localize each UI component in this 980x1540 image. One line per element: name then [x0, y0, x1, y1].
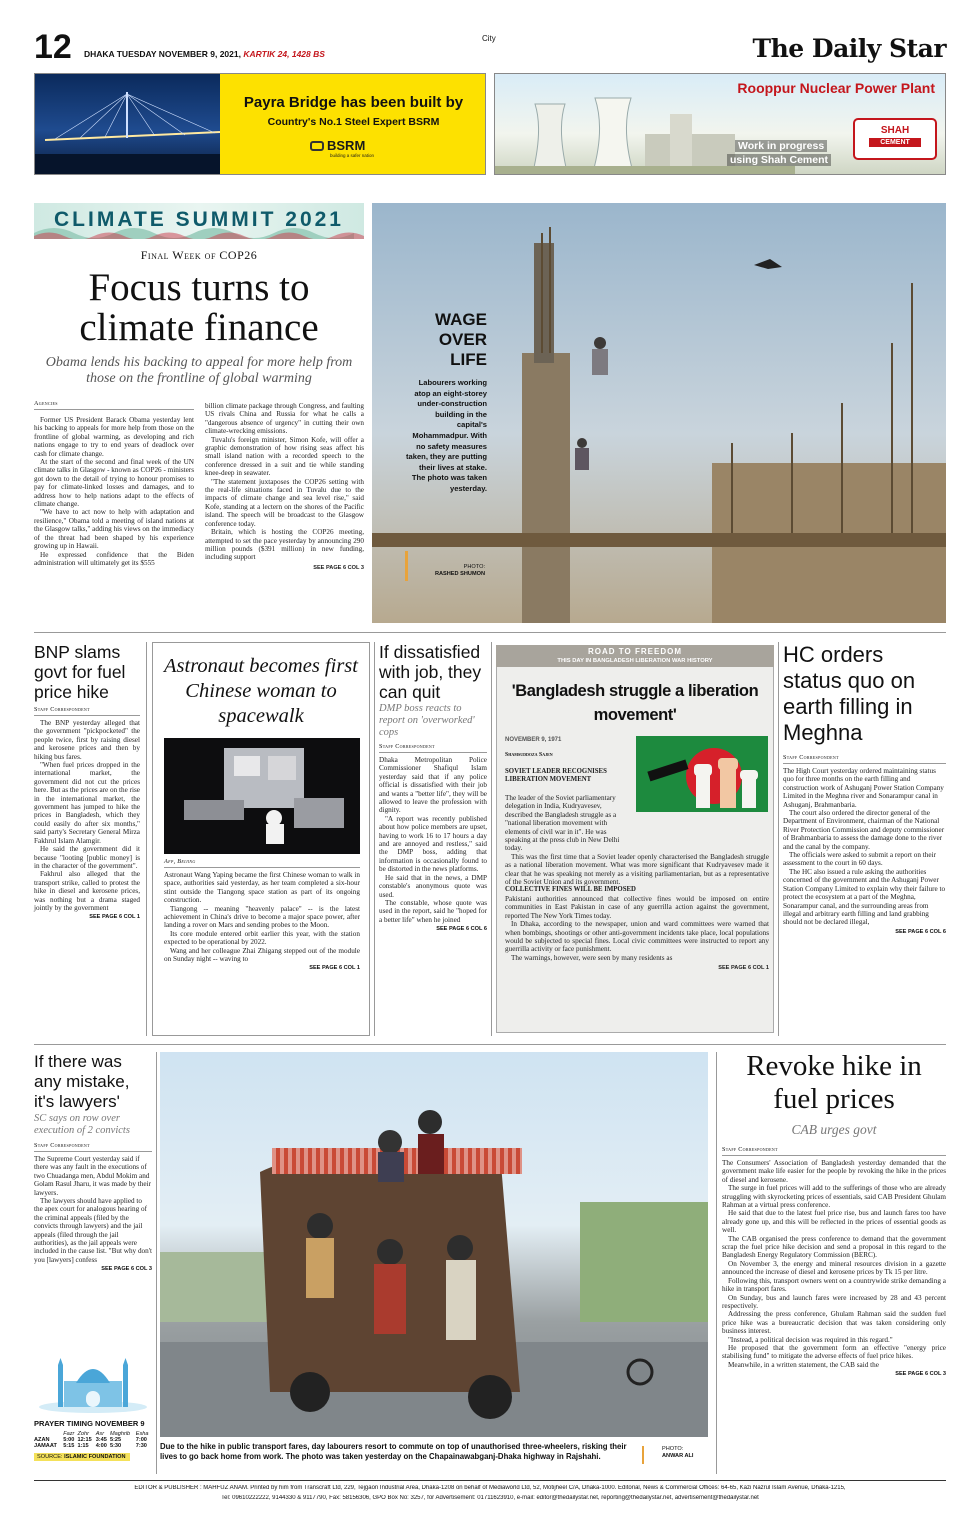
climate-col1: Former US President Barack Obama yesterday lent his backing to appeals for more help from those on the frontline of global warming, as developing and rich nations engage to try to end years of deadlock over cash for climate change. At the start of the second and final week of the UN climate talks in Glasgow - known as COP26 - ministers got down to the detail of trying to honour promises to pay for climate-linked losses and damages, and to address how to help nations adapt to the effects of climate change. "We have to act now to help with adaptation and resilience," Obama told a meeting of island nations at the Glasgow talks," adding his views on the immediacy of the threat had been shaped by his experience growing up in Hawaii. He expressed confidence that the Biden administration will ultimately get its $555 — [34, 416, 194, 567]
bridge-image — [35, 74, 220, 175]
commute-caption: Due to the hike in public transport fares, day labourers resort to commute on top of unauthorised three-wheelers, risking their lives to go back home from work. The photo was taken yesterday on the Chapainawabganj-Dhaka highway in Rajshahi. — [160, 1442, 627, 1461]
astronaut-see-more[interactable]: SEE PAGE 6 COL 1 — [309, 965, 360, 972]
wage-panel — [405, 310, 487, 495]
divider — [374, 642, 375, 1036]
imprint-line-1: EDITOR & PUBLISHER : MAHFUZ ANAM. Printed by him from Transcraft Ltd, 229, Tejgaon Industrial Area, Dhaka-1208 on behalf of Mediaworld Ltd, 52, Motijheel C/A, Dhaka-1000. Editorial, News & Commercial Offices: 64-65, Kazi Nazrul Islam Avenue, Dhaka-1215, — [134, 1485, 846, 1491]
bsrm-ad[interactable] — [34, 73, 486, 175]
shah-cement-ad[interactable] — [494, 73, 946, 175]
wage-title-1: WAGE — [435, 310, 487, 329]
divider — [34, 632, 946, 633]
page-number: 12 — [34, 28, 72, 66]
commute-photo — [160, 1052, 708, 1437]
dmp-deck: DMP boss reacts to report on 'overworked' cops — [379, 703, 475, 738]
logo: The Daily Star — [752, 34, 946, 63]
hc-see-more[interactable]: SEE PAGE 6 COL 6 — [895, 928, 946, 935]
shah-logo: SHAH CEMENT — [853, 118, 937, 160]
cab-story: Staff Correspondent The Consumers' Association of Bangladesh yesterday demanded that the government make life easier for the people by revoking the hike in the prices of diesel and kerosene. The surge in fuel prices will add to the sufferings of those who are already struggling with skyrocketing prices of essentials, said CAB President Ghulam Rahman at a virtual press conference. He said that due to the latest fuel price rise, bus and launch fares too have already gone up, and this will be reflected in the prices of essential goods as well. The CAB organised the press conference to demand that the government scrap the fuel price hike decision and send a proposal in this regard to the Bangladesh Energy Regulatory Commission (BERC). On November 3, the energy and mineral resources division in a gazette announced the increase of diesel and kerosene prices by Tk 15 per litre. Following this, transport owners went on a countrywide strike demanding a hike in transport fares. On Sunday, bus and launch fares were increased by 28 and 43 percent respectively. Addressing the press conference, Ghulam Rahman said the sudden fuel price hike was a bureaucratic decision that was taken considering only business interest. "Instead, a political decision was required in this regard." He proposed that the government form an effective "energy price stabilising fund" to mitigate the adverse effects of fuel price hikes. Meanwhile, in a written statement, the CAB said the SEE PAGE 6 COL 3 — [722, 1146, 946, 1378]
credit-bar — [405, 551, 408, 581]
hc-headline: HC orders status quo on earth filling in Meghna — [783, 642, 916, 745]
credit-bar — [642, 1446, 644, 1464]
dmp-see-more[interactable]: SEE PAGE 6 COL 6 — [436, 926, 487, 933]
imprint-line-2: Tel: 09610222222, 9144330 & 9117790, Fax: 58156306, GPO Box No: 3257, for Advertisement: 01711623910, e-mail: editor@thedailystar.net, reporting@thedailystar.net, advertisement@thedailystar.net — [221, 1495, 759, 1501]
wage-title-2: OVER — [438, 330, 487, 349]
bsrm-sub: Country's No.1 Steel Expert BSRM — [267, 116, 440, 128]
bnp-story: Staff Correspondent The BNP yesterday alleged that the government "pickpocketed" the people twice, first by raising diesel and kerosene prices and then by hiking bus fares. "When fuel prices dropped in the international market, the government did not cut the prices here. But as the prices are on the rise in the international market, the government has jumped to hike the prices in Bangladesh, which they could easily do after six months," said party's Secretary General Mirza Fakhrul Islam Alamgir. He said the government did it because "looting [public money] is in the character of the government". Fakhrul also alleged that the transport strike, called to protest the hike in diesel and kerosene prices, was nothing but a drama staged jointly by the government SEE PAGE 6 COL 1 — [34, 706, 140, 921]
astronaut-headline: Astronaut becomes first Chinese woman to spacewalk — [164, 655, 358, 727]
bsrm-headline: Payra Bridge has been built by — [243, 94, 464, 111]
prayer-row: AZAN 5:00 12:15 3:45 5:25 7:00 — [34, 1437, 147, 1443]
climate-col2: billion climate package through Congress, and faulting US rivals China and Russia for what he calls a "dangerous absence of urgency" in cutting their own climate-wrecking emissions. Tuvalu's foreign minister, Simon Kofe, will offer a graphic demonstration of how rising seas affect his small island nation with a recorded speech to the conference dressed in a suit and tie while standing knee-deep in seawater. "The statement juxtaposes the COP26 setting with the real-life situations faced in Tuvalu due to the impacts of climate change and sea level rise," said Kofe, standing at a lectern on the shores of the Pacific island. The speech will be broadcast to the Glasgow conference today. Britain, which is hosting the COP26 meeting, attempted to set the pace yesterday by announcing 290 million pounds ($391 million) in new funding, including support SEE PAGE 6 COL 3 — [205, 402, 364, 571]
dmp-headline: If dissatisfied with job, they can quit — [379, 642, 482, 702]
freedom-banner: ROAD TO FREEDOM THIS DAY IN BANGLADESH LIBERATION WAR HISTORY — [496, 645, 774, 667]
shah-line2: using Shah Cement — [727, 154, 831, 166]
climate-banner — [34, 203, 364, 239]
cab-deck: CAB urges govt — [791, 1122, 877, 1137]
masthead — [34, 30, 946, 70]
divider — [778, 642, 779, 1036]
divider — [146, 642, 147, 1036]
bsrm-logo: BSRM building a safer nation — [310, 138, 374, 158]
divider — [716, 1052, 717, 1474]
prayer-source: SOURCE: ISLAMIC FOUNDATION — [34, 1453, 130, 1461]
prayer-box — [34, 1355, 152, 1473]
divider — [34, 1044, 946, 1045]
mosque-icon — [34, 1355, 152, 1413]
climate-deck: Obama lends his backing to appeal for more help from those on the frontline of global warming — [45, 355, 353, 386]
divider — [491, 642, 492, 1036]
dateline: DHAKA TUESDAY NOVEMBER 9, 2021, KARTIK 24, 1428 BS — [84, 49, 325, 59]
wage-title-3: LIFE — [450, 350, 487, 369]
climate-banner-title: CLIMATE SUMMIT 2021 — [54, 208, 344, 231]
prayer-header-row: Fazr Zohr Asr Maghrib Esha — [63, 1431, 149, 1437]
wage-caption: Labourers working atop an eight-storey under-construction building in the capital's Mohammadpur. With no safety measures taken, they are putting their lives at stake. The photo was taken yesterday. — [405, 378, 487, 493]
cab-see-more[interactable]: SEE PAGE 6 COL 3 — [895, 1371, 946, 1378]
hc-story: Staff Correspondent The High Court yesterday ordered maintaining status quo for three months on the earth filling and construction work of Ashuganj Power Station Company Limited in the Meghna river and Sonarampur canal in Ashuganj, Brahmanbaria. The court also ordered the director general of the Department of Environment, chairman of the National River Protection Commission and deputy commissioner of Brahmanbaria to assess the damage done to the river and the canal by the company. The officials were asked to submit a report on their assessment to the court in 60 days. The HC also issued a rule asking the authorities concerned of the government and the Ashuganj Power Station Company Limited to explain why their failure to protect the ecosystem at a part of the Meghna, Sonarampur canal, and the surrounding areas from illegal and arbitrary earth filling and land grabbing should not be declared illegal, SEE PAGE 6 COL 6 — [783, 754, 946, 935]
space-station-image — [164, 738, 360, 854]
bsrm-mark-icon — [310, 141, 324, 151]
lawyers-story: Staff Correspondent The Supreme Court yesterday said if there was any fault in the executions of two Chuadanga men, Abdul Mokim and Golam Rasul Jharu, it was made by their lawyers. The lawyers should have applied to the apex court for analogous hearing of the criminal appeals (filed by the convicts through lawyers) and the jail appeals (filed through the jail authorities), as the jail appeals were included in the cause list. "But why don't you [lawyers] confess SEE PAGE 6 COL 3 — [34, 1142, 153, 1273]
freedom-headline: 'Bangladesh struggle a liberation movement' — [511, 682, 759, 724]
climate-byline: Agencies — [34, 400, 194, 410]
prayer-row: JAMAAT 5:15 1:15 4:00 5:30 7:30 — [34, 1443, 147, 1449]
bnp-headline: BNP slams govt for fuel price hike — [34, 642, 126, 702]
freedom-see-more[interactable]: SEE PAGE 6 COL 1 — [718, 965, 769, 972]
commute-credit: PHOTO: ANWAR ALI — [642, 1446, 706, 1460]
climate-see-more[interactable]: SEE PAGE 6 COL 3 — [313, 564, 364, 571]
dmp-story: Staff Correspondent Dhaka Metropolitan Police Commissioner Shafiqul Islam yesterday said that if any police official is dissatisfied with their job and wants a "better life", they will be allowed to leave the profession with dignity. "A report was recently published about how police members are upset, having to work 16 to 17 hours a day and are annoyed and restless," said the DMP boss, adding that information is occasionally found to be distorted in the news platforms. He said that in the news, a DMP constable's anonymous quote was used. The constable, whose quote was used in the report, said he "hoped for a better life" when he joined SEE PAGE 6 COL 6 — [379, 743, 487, 933]
climate-kicker: Final Week of COP26 — [140, 248, 258, 262]
bnp-see-more[interactable]: SEE PAGE 6 COL 1 — [89, 914, 140, 921]
shah-line1: Work in progress — [735, 140, 827, 152]
freedom-story: The leader of the Soviet parliamentary delegation in India, Kudryavesev, described the Bangladesh struggle as a "national liberation movement with elements of civil war in it". He was speaking at the press club in New Delhi today. This was the first time that a Soviet leader openly characterised the Bangladesh struggle as a national liberation movement. What was more significant that Kudryavesev made it clear that he was speaking not merely as a visiting parliamentarian, but as a representative of the Soviet Union and its government. COLLECTIVE FINES WILL BE IMPOSED Pakistani authorities announced that collective fines would be imposed on entire communities in East Pakistan in case of any guerrilla action against the government, reported The New York Times today. In Dhaka, according to the newspaper, union and ward committees were warned that when bombings, shootings or other anti-government incidents take place, local populations would be subjected to special fines. Local civic committees were instructed to report any guerrilla activity or face punishment. The warnings, however, were seen by many residents as SEE PAGE 6 COL 1 — [505, 794, 769, 972]
prayer-title: PRAYER TIMING NOVEMBER 9 — [34, 1419, 145, 1428]
section-label: City — [482, 34, 496, 43]
three-wheeler-image — [160, 1052, 708, 1437]
wage-credit: PHOTO: RASHED SHUMON — [405, 551, 485, 578]
lawyers-see-more[interactable]: SEE PAGE 6 COL 3 — [101, 1266, 152, 1273]
freedom-date: NOVEMBER 9, 1971 — [505, 737, 562, 743]
shah-headline: Rooppur Nuclear Power Plant — [737, 80, 935, 96]
cab-headline: Revoke hike in fuel prices — [746, 1050, 922, 1115]
astronaut-photo — [164, 738, 360, 854]
bsrm-ad-panel — [220, 74, 486, 175]
freedom-byline: Shamsuddoza Sajen — [505, 752, 553, 758]
freedom-col-top: SOVIET LEADER RECOGNISES LIBERATION MOVEMENT — [505, 768, 607, 783]
divider — [156, 1052, 157, 1474]
climate-headline: Focus turns to climate finance — [79, 266, 319, 349]
footer-divider — [34, 1480, 946, 1481]
astronaut-story: Afp, Beijing Astronaut Wang Yaping became the first Chinese woman to walk in space, authorities said yesterday, as her team completed a six-hour stint outside the Tiangong space station as part of its ongoing construction. Tiangong -- meaning "heavenly palace" -- is the latest achievement in China's drive to become a major space power, after landing a rover on Mars and sending probes to the Moon. Its core module entered orbit earlier this year, with the station expected to be operational by 2022. Wang and her colleague Zhai Zhigang stepped out of the module on Sunday night -- waving to SEE PAGE 6 COL 1 — [164, 858, 360, 972]
bridge-icon — [35, 74, 220, 175]
prayer-table — [34, 1431, 152, 1449]
lawyers-headline: If there was any mistake, it's lawyers' — [34, 1052, 130, 1111]
lawyers-deck: SC says on row over execution of 2 convicts — [34, 1113, 130, 1136]
